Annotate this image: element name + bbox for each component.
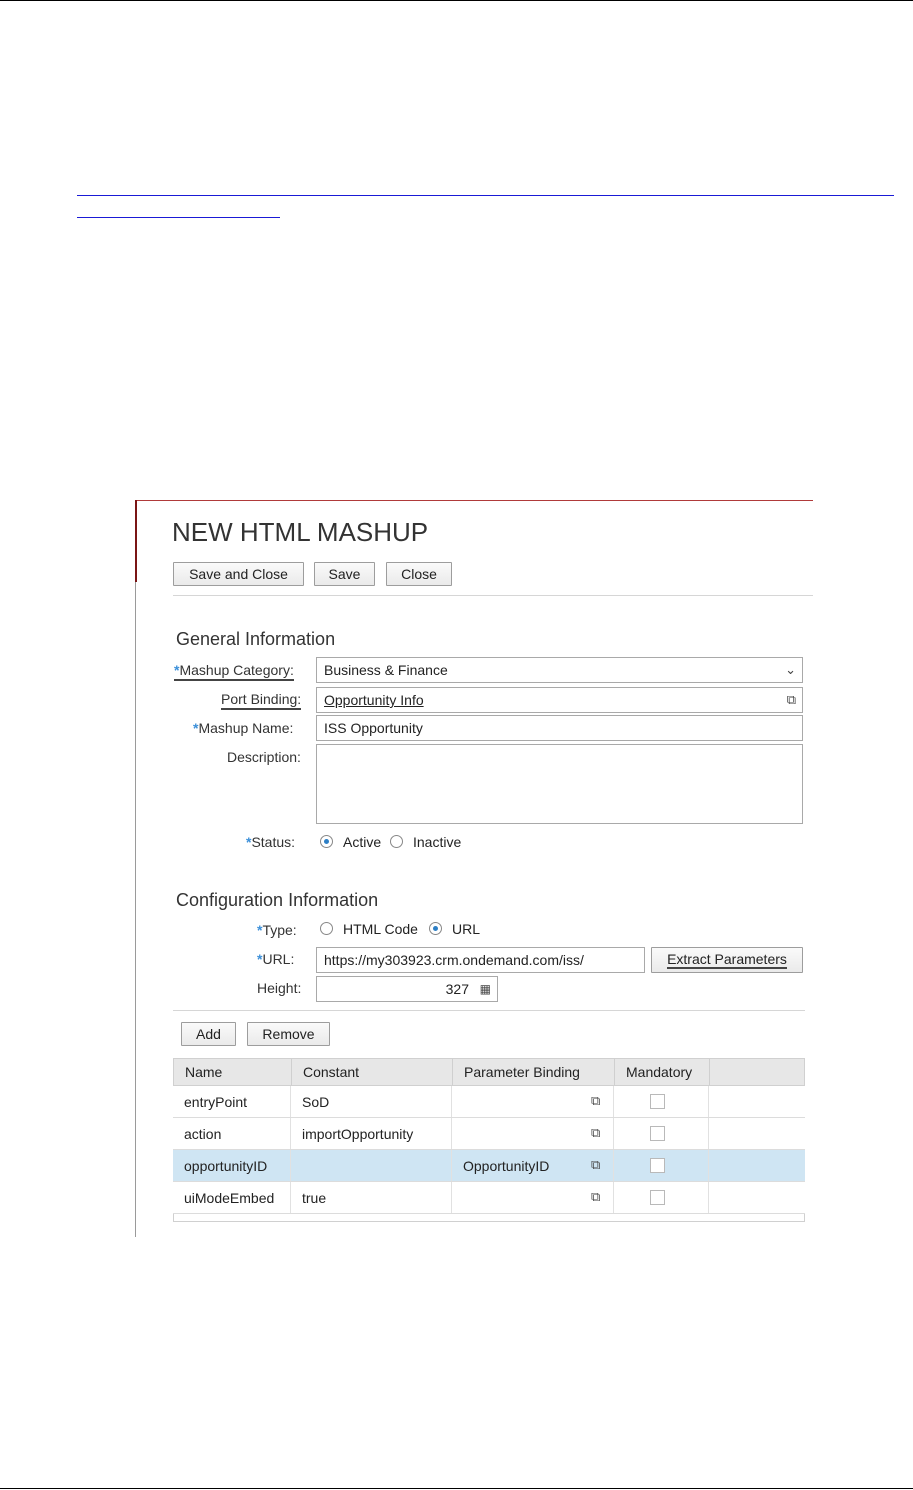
mandatory-checkbox[interactable] — [650, 1158, 665, 1173]
mandatory-checkbox[interactable] — [650, 1190, 665, 1205]
value-help-icon[interactable]: ⧉ — [591, 1189, 601, 1204]
status-inactive-label[interactable]: Inactive — [413, 834, 462, 850]
cell-name[interactable]: action — [173, 1118, 291, 1149]
table-header — [173, 1058, 805, 1086]
mashup-name-input[interactable] — [316, 715, 803, 741]
cell-name[interactable]: uiModeEmbed — [173, 1182, 291, 1213]
column-header-name[interactable]: Name — [174, 1059, 292, 1085]
configuration-information-heading: Configuration Information — [176, 890, 379, 910]
description-label: Description: — [227, 749, 301, 765]
table-row[interactable] — [173, 1182, 805, 1214]
status-label: *Status: — [246, 834, 296, 850]
type-html-code-label[interactable]: HTML Code — [343, 921, 418, 937]
remove-button[interactable]: Remove — [247, 1022, 330, 1046]
mashup-name-value: ISS Opportunity — [324, 720, 423, 736]
mashup-category-select[interactable] — [316, 657, 803, 683]
hyperlink-underline[interactable] — [77, 217, 280, 218]
value-help-icon[interactable]: ⧉ — [591, 1157, 601, 1172]
mashup-editor-screenshot — [135, 500, 815, 1240]
cell-parameter-binding[interactable] — [452, 1086, 614, 1117]
value-help-icon[interactable]: ⧉ — [591, 1125, 601, 1140]
cell-constant[interactable]: SoD — [291, 1086, 452, 1117]
table-row-selected[interactable] — [173, 1150, 805, 1182]
description-textarea[interactable] — [316, 744, 803, 824]
mashup-name-label: *Mashup Name: — [193, 720, 294, 736]
height-value: 327 — [445, 981, 469, 997]
page-bottom-rule — [0, 1488, 913, 1489]
save-and-close-button[interactable]: Save and Close — [173, 562, 304, 586]
cell-name[interactable]: opportunityID — [173, 1150, 291, 1181]
required-asterisk: * — [174, 662, 180, 678]
table-footer — [173, 1214, 805, 1222]
extract-parameters-button[interactable] — [651, 947, 803, 973]
close-button[interactable]: Close — [386, 562, 452, 586]
column-header-mandatory[interactable]: Mandatory — [615, 1059, 710, 1085]
column-header-constant[interactable]: Constant — [292, 1059, 453, 1085]
mandatory-checkbox[interactable] — [650, 1126, 665, 1141]
page-title: NEW HTML MASHUP — [172, 517, 429, 547]
cell-name[interactable]: entryPoint — [173, 1086, 291, 1117]
window-left-accent — [135, 500, 137, 582]
window-left-border — [135, 582, 136, 1237]
add-button[interactable]: Add — [181, 1022, 236, 1046]
cell-constant[interactable]: importOpportunity — [291, 1118, 452, 1149]
height-label: Height: — [257, 980, 302, 996]
cell-parameter-binding[interactable]: OpportunityID — [452, 1150, 614, 1181]
cell-parameter-binding[interactable] — [452, 1118, 614, 1149]
hyperlink-underline[interactable] — [77, 195, 894, 196]
port-binding-label: Port Binding: — [221, 691, 301, 710]
chevron-down-icon[interactable]: ⌄ — [785, 662, 796, 677]
cell-constant[interactable] — [291, 1150, 452, 1181]
save-button[interactable]: Save — [314, 562, 375, 586]
type-label: *Type: — [257, 922, 297, 938]
cell-constant[interactable]: true — [291, 1182, 452, 1213]
required-asterisk: * — [257, 951, 263, 967]
mashup-category-label: *Mashup Category: — [174, 662, 294, 681]
page-top-rule — [0, 0, 913, 1]
config-divider — [173, 1010, 805, 1011]
window-top-border — [135, 500, 813, 501]
required-asterisk: * — [193, 720, 199, 736]
table-row[interactable] — [173, 1118, 805, 1150]
table-row[interactable] — [173, 1086, 805, 1118]
status-active-radio[interactable] — [320, 835, 333, 848]
mashup-category-value: Business & Finance — [324, 662, 448, 678]
url-label: *URL: — [257, 951, 295, 967]
value-help-icon[interactable]: ⧉ — [591, 1093, 601, 1108]
url-value: https://my303923.crm.ondemand.com/iss/ — [324, 952, 584, 968]
status-active-label[interactable]: Active — [343, 834, 382, 850]
type-url-label[interactable]: URL — [452, 921, 481, 937]
type-url-radio[interactable] — [429, 922, 442, 935]
general-information-heading: General Information — [176, 629, 336, 649]
calculator-icon[interactable]: ▦ — [479, 982, 491, 996]
toolbar-divider — [173, 595, 813, 596]
extract-parameters-label: Extract Parameters — [667, 950, 787, 967]
cell-parameter-binding[interactable] — [452, 1182, 614, 1213]
column-header-parameter-binding[interactable]: Parameter Binding — [453, 1059, 615, 1085]
required-asterisk: * — [257, 922, 263, 938]
type-html-code-radio[interactable] — [320, 922, 333, 935]
required-asterisk: * — [246, 834, 252, 850]
url-input[interactable] — [316, 947, 645, 973]
value-help-icon[interactable]: ⧉ — [786, 692, 796, 707]
status-inactive-radio[interactable] — [390, 835, 403, 848]
port-binding-field[interactable] — [316, 687, 803, 713]
port-binding-value[interactable]: Opportunity Info — [324, 692, 424, 708]
height-input[interactable] — [316, 976, 498, 1002]
mandatory-checkbox[interactable] — [650, 1094, 665, 1109]
